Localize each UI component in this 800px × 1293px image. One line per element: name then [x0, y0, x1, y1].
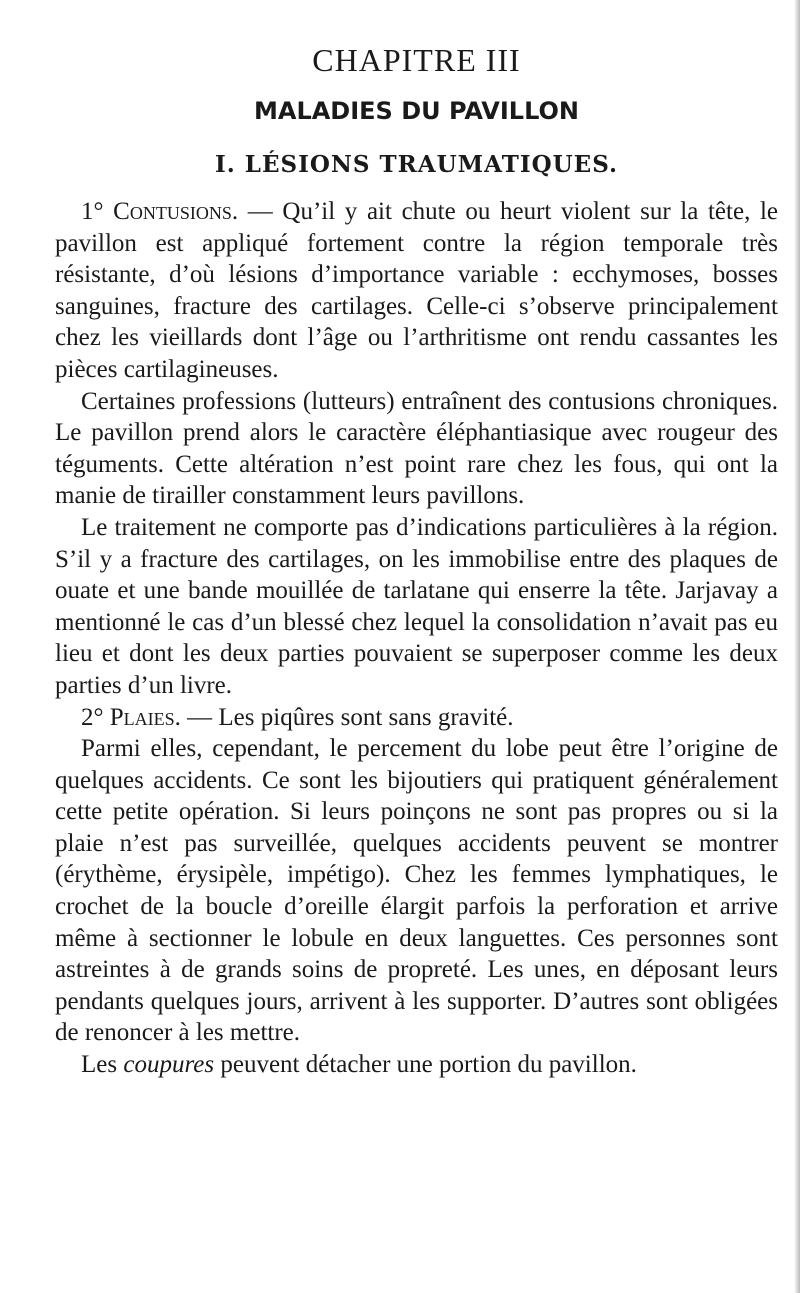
paragraph-text: — Les piqûres sont sans gravité.: [180, 703, 514, 731]
paragraph-piercing: [55, 733, 778, 1049]
item-number: 2°: [81, 703, 104, 731]
chapter-heading: CHAPITRE III: [312, 42, 521, 78]
paragraph-plaies: [55, 702, 778, 734]
paragraph-text: Certaines professions (lutteurs) entraînent des contusions chroniques. Le pavillon prend alors le caractère éléphantiasique avec rougeur des téguments. Cette altération n’est point rare chez les fous, qui ont la manie de tirailler constamment leurs pavillons.: [55, 387, 778, 510]
italic-term-coupures: coupures: [123, 1051, 215, 1079]
paragraph-lead: Les: [81, 1051, 124, 1079]
item-heading-contusions: Contusions.: [113, 198, 239, 225]
paragraph-contusions: [55, 196, 778, 386]
chapter-title: MALADIES DU PAVILLON: [253, 97, 580, 125]
item-heading-plaies: Plaies.: [109, 703, 181, 731]
paragraph-text: Parmi elles, cependant, le percement du lobe peut être l’origine de quelques accidents. Ce sont les bijoutiers qui pratiquent généralement cette petite opération. Si leurs poinçons ne sont pas propres ou si la plaie n’est pas surveillée, quelques accidents peuvent se montrer (érythème, érysipèle, impétigo). Chez les femmes lymphatiques, le crochet de la boucle d’oreille élargit parfois la perforation et arrive même à sectionner le lobule en deux languettes. Ces personnes sont astreintes à de grands soins de propreté. Les unes, en déposant leurs pendants quelques jours, arrivent à les supporter. D’autres sont obligées de renoncer à les mettre.: [55, 735, 778, 1047]
paragraph-treatment: [55, 512, 778, 702]
section-heading: I. LÉSIONS TRAUMATIQUES.: [215, 151, 618, 178]
paragraph-text: peuvent détacher une portion du pavillon.: [214, 1051, 637, 1079]
paragraph-chronic-contusions: [55, 386, 778, 512]
paragraph-coupures: [55, 1049, 778, 1081]
page-gutter-shadow: [794, 0, 800, 1293]
item-number: 1°: [81, 198, 104, 225]
paragraph-text: Le traitement ne comporte pas d’indications particulières à la région. S’il y a fracture des cartilages, on les immobilise entre des plaques de ouate et une bande mouillée de tarlatane qui enserre la tête. Jarjavay a mentionné le cas d’un blessé chez lequel la consolidation n’avait pas eu lieu et dont les deux parties pouvaient se superposer comme les deux parties d’un livre.: [55, 513, 778, 699]
paragraph-text: — Qu’il y ait chute ou heurt violent sur la tête, le pavillon est appliqué fortement contre la région temporale très résistante, d’où lésions d’importance variable : ecchymoses, bosses sanguines, fracture des cartilages. Celle-ci s’observe principalement chez les vieillards dont l’âge ou l’arthritisme ont rendu cassantes les pièces cartilagineuses.: [55, 198, 779, 383]
